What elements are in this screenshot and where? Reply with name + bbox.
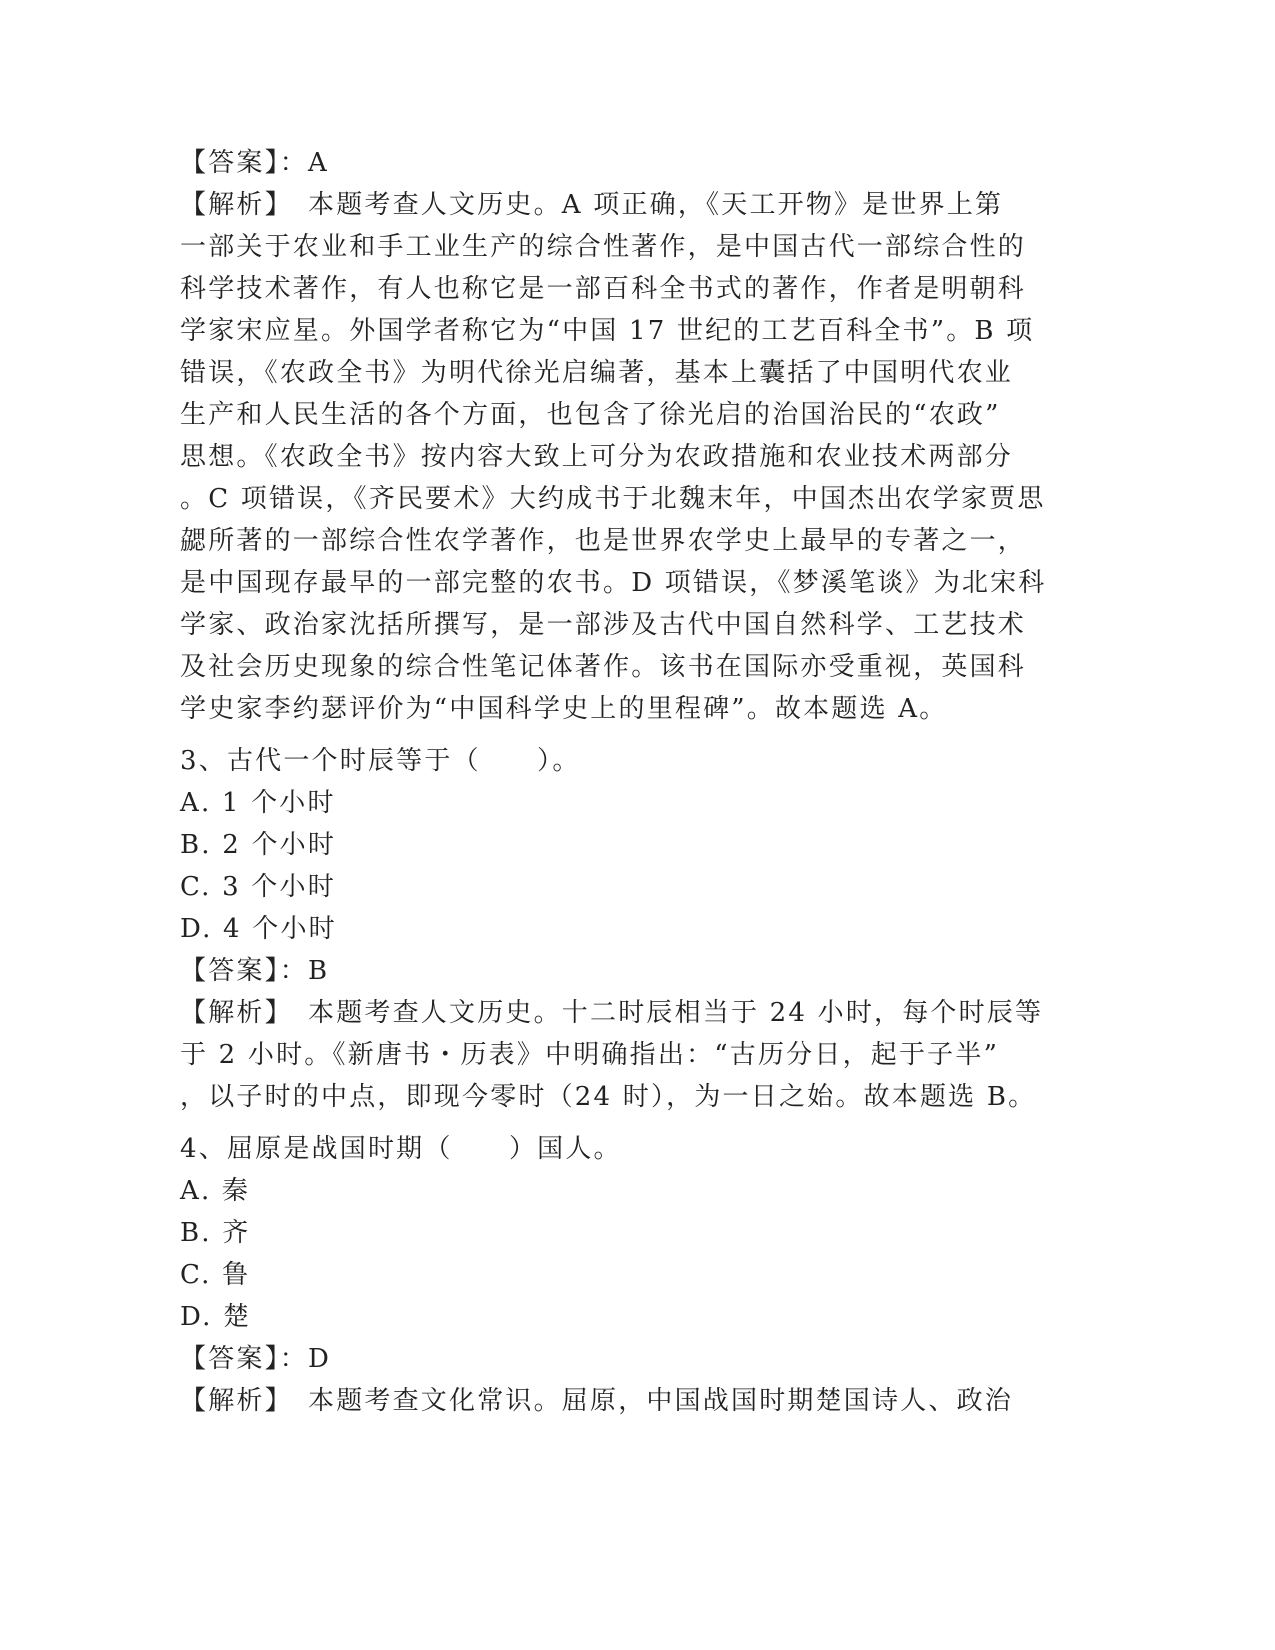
document-page	[180, 142, 1047, 1422]
analysis-line: ，以子时的中点，即现今零时（24 时），为一日之始。故本题选 B。	[180, 1082, 1037, 1112]
analysis-line: 学家宋应星。外国学者称它为“中国 17 世纪的工艺百科全书”。B 项	[180, 316, 1035, 346]
analysis-line: 【解析】 本题考查文化常识。屈原，中国战国时期楚国诗人、政治	[180, 1386, 1014, 1416]
option-c: C. 3 个小时	[180, 872, 336, 902]
option-b: B. 齐	[180, 1218, 251, 1248]
analysis-line: 【解析】 本题考查人文历史。A 项正确，《天工开物》是世界上第	[180, 190, 1004, 220]
analysis-line: 勰所著的一部综合性农学著作，也是世界农学史上最早的专著之一，	[180, 526, 1027, 556]
answer-block-2	[180, 142, 1047, 730]
analysis-paragraph	[180, 992, 1044, 1118]
spacer	[180, 730, 1040, 740]
option-a: A. 1 个小时	[180, 788, 336, 818]
question-3	[180, 740, 1044, 1118]
answer-line: 【答案】：B	[180, 956, 330, 986]
analysis-line: 科学技术著作，有人也称它是一部百科全书式的著作，作者是明朝科	[180, 274, 1027, 304]
question-stem: 4、屈原是战国时期（ ）国人。	[180, 1134, 622, 1164]
analysis-line: 思想。《农政全书》按内容大致上可分为农政措施和农业技术两部分	[180, 442, 1014, 472]
analysis-line: 【解析】 本题考查人文历史。十二时辰相当于 24 小时，每个时辰等	[180, 998, 1044, 1028]
analysis-line: 于 2 小时。《新唐书・历表》中明确指出：“古历分日，起于子半”	[180, 1040, 1000, 1070]
option-d: D. 4 个小时	[180, 914, 337, 944]
answer-line: 【答案】：D	[180, 1344, 332, 1374]
option-c: C. 鲁	[180, 1260, 251, 1290]
option-a: A. 秦	[180, 1176, 251, 1206]
analysis-line: 。C 项错误，《齐民要术》大约成书于北魏末年，中国杰出农学家贾思	[180, 484, 1046, 514]
analysis-paragraph	[180, 184, 1047, 730]
analysis-line: 学史家李约瑟评价为“中国科学史上的里程碑”。故本题选 A。	[180, 694, 948, 724]
option-b: B. 2 个小时	[180, 830, 337, 860]
question-stem: 3、古代一个时辰等于（ ）。	[180, 746, 581, 776]
question-4	[180, 1128, 1040, 1422]
analysis-line: 学家、政治家沈括所撰写，是一部涉及古代中国自然科学、工艺技术	[180, 610, 1027, 640]
option-d: D. 楚	[180, 1302, 252, 1332]
spacer	[180, 1118, 1040, 1128]
analysis-line: 一部关于农业和手工业生产的综合性著作，是中国古代一部综合性的	[180, 232, 1027, 262]
analysis-line: 错误，《农政全书》为明代徐光启编著，基本上囊括了中国明代农业	[180, 358, 1014, 388]
analysis-paragraph	[180, 1380, 1040, 1422]
analysis-line: 是中国现存最早的一部完整的农书。D 项错误，《梦溪笔谈》为北宋科	[180, 568, 1047, 598]
analysis-line: 及社会历史现象的综合性笔记体著作。该书在国际亦受重视，英国科	[180, 652, 1027, 682]
analysis-line: 生产和人民生活的各个方面，也包含了徐光启的治国治民的“农政”	[180, 400, 1001, 430]
answer-line: 【答案】：A	[180, 148, 329, 178]
